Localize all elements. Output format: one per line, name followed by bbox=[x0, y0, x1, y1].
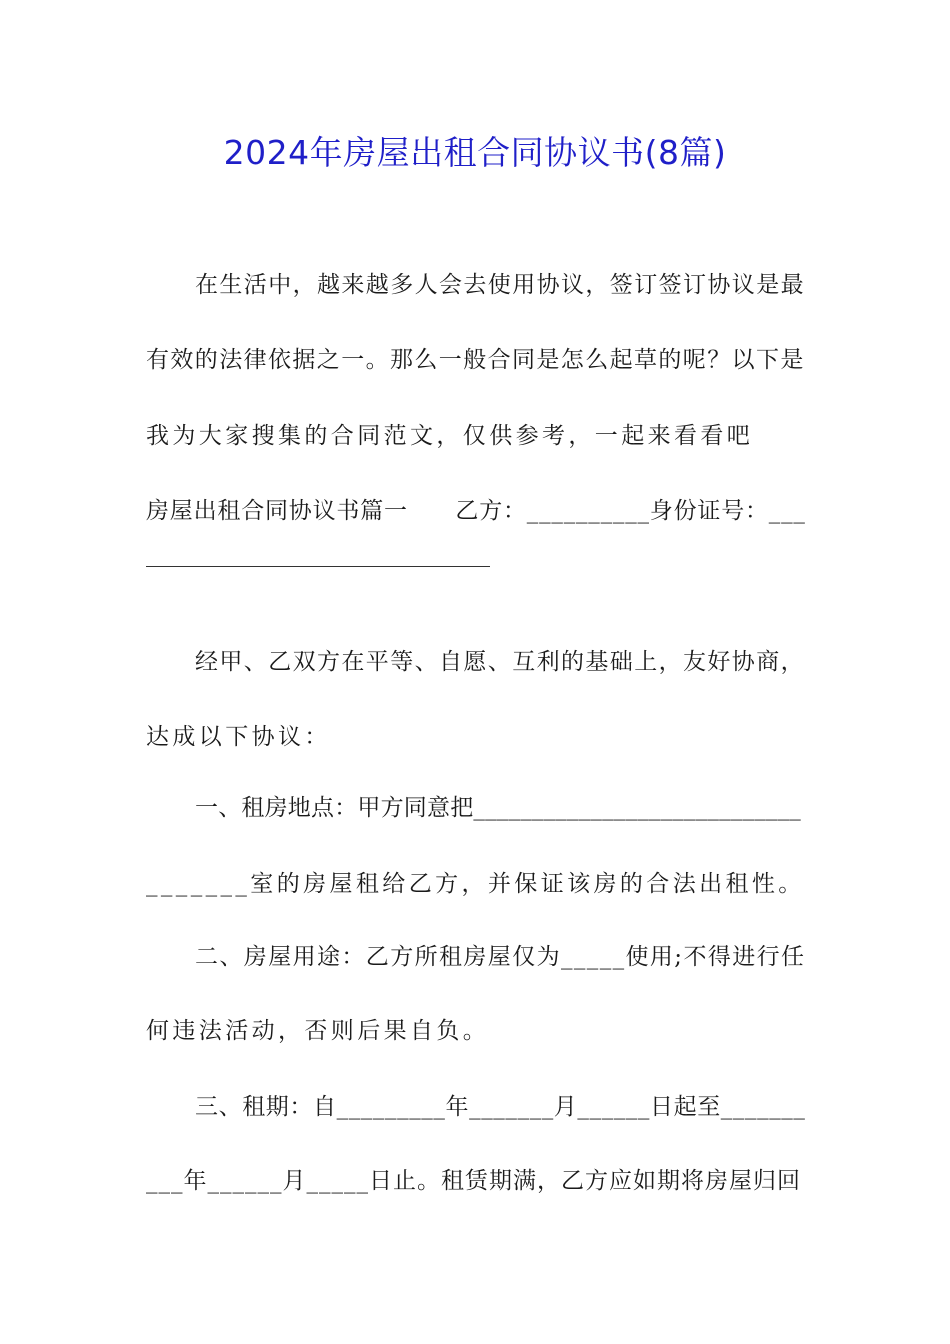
id-number-blank-line bbox=[146, 566, 490, 567]
intro-line-3: 我为大家搜集的合同范文，仅供参考，一起来看看吧 bbox=[146, 423, 754, 449]
clause-3-line-2: ___年______月_____日止。租赁期满，乙方应如期将房屋归回 bbox=[146, 1168, 801, 1194]
clause-2-line-2: 何违法活动，否则后果自负。 bbox=[146, 1018, 490, 1044]
clause-1-line-2: _______室的房屋租给乙方，并保证该房的合法出租性。 bbox=[146, 871, 805, 897]
clause-1-line-1: 一、租房地点：甲方同意把____________________________ bbox=[195, 795, 801, 821]
clause-2-line-1: 二、房屋用途：乙方所租房屋仅为_____使用;不得进行任 bbox=[195, 944, 806, 970]
intro-line-2: 有效的法律依据之一。那么一般合同是怎么起草的呢？以下是 bbox=[146, 347, 805, 373]
clause-3-line-1: 三、租期：自_________年_______月______日起至_______ bbox=[195, 1094, 806, 1120]
intro-line-1: 在生活中，越来越多人会去使用协议，签订签订协议是最 bbox=[195, 272, 805, 298]
document-title: 2024年房屋出租合同协议书(8篇) bbox=[223, 133, 727, 172]
section-heading-line: 房屋出租合同协议书篇一 乙方：__________身份证号：___ bbox=[146, 498, 806, 524]
agreement-line-1: 经甲、乙双方在平等、自愿、互利的基础上，友好协商， bbox=[195, 649, 805, 675]
agreement-line-2: 达成以下协议： bbox=[146, 724, 331, 750]
